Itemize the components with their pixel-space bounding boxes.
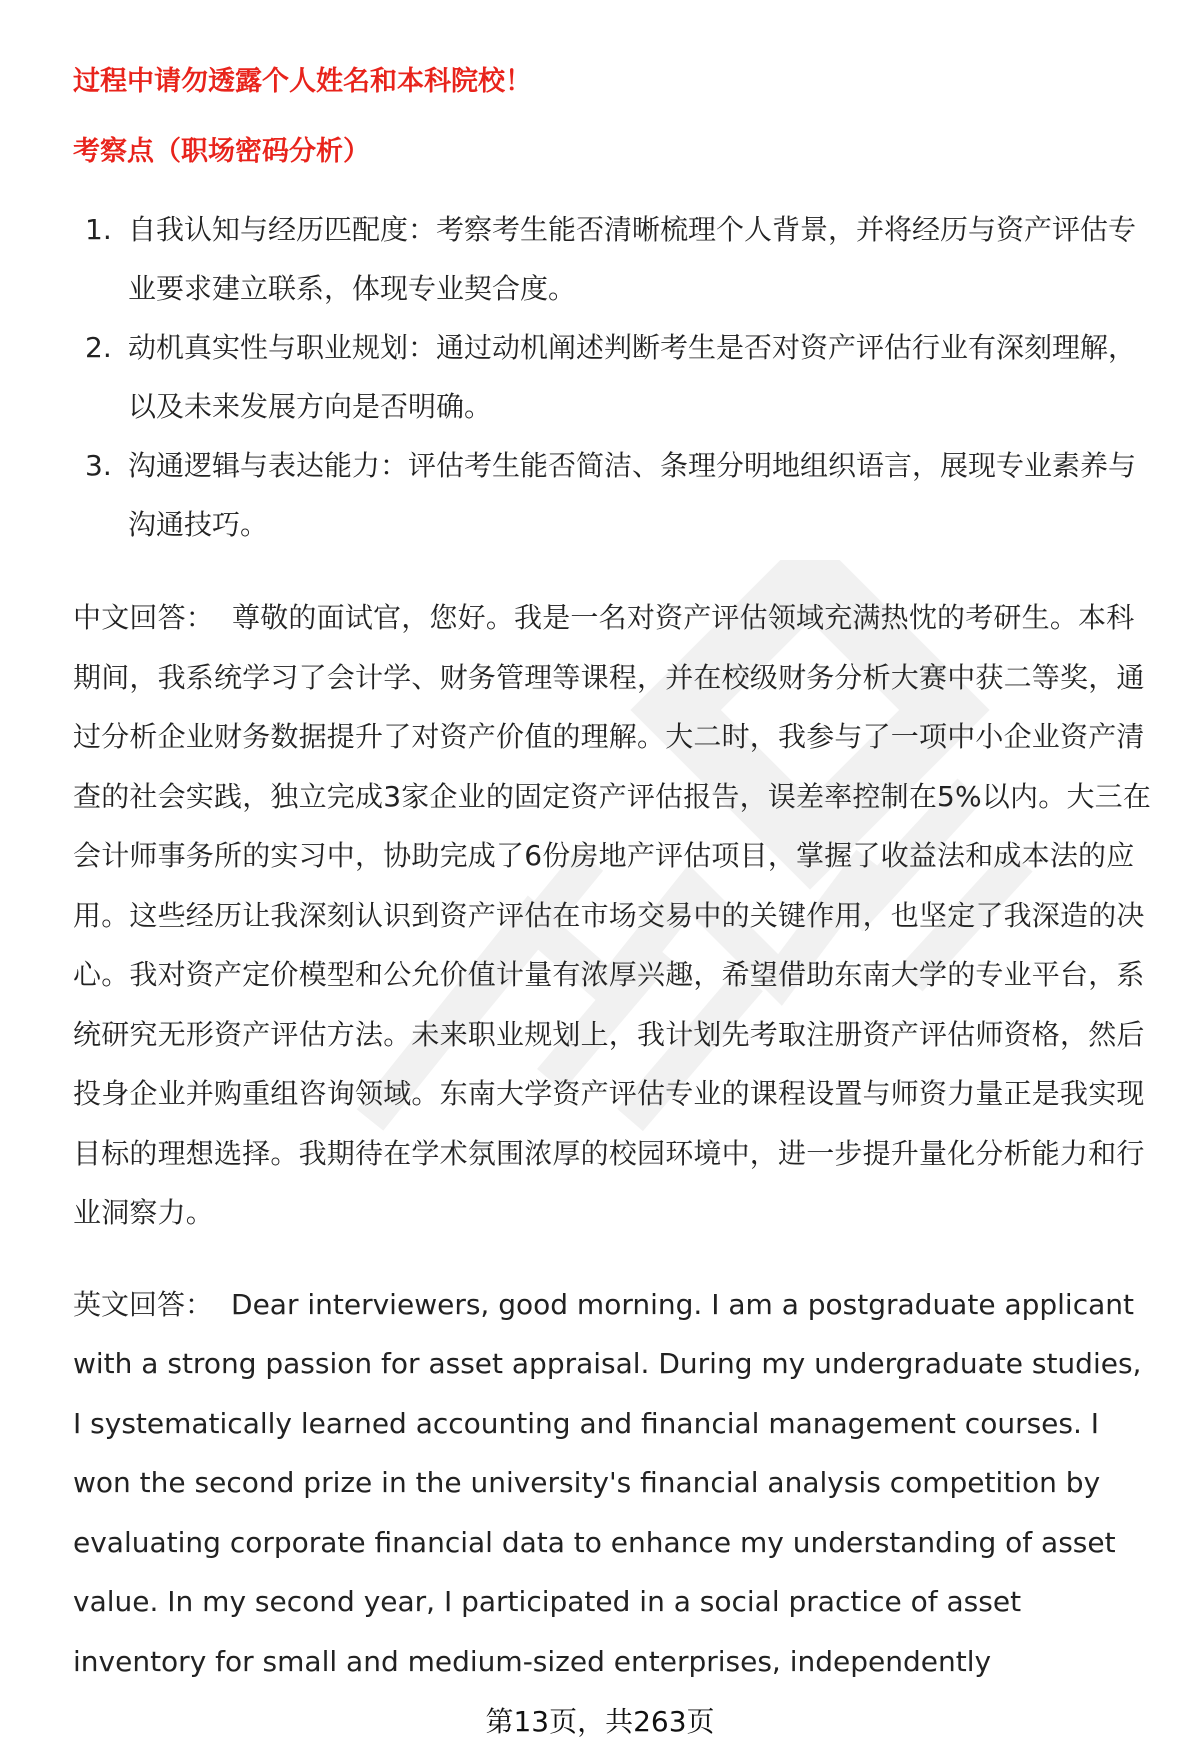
point-text: 沟通逻辑与表达能力：评估考生能否简洁、条理分明地组织语言，展现专业素养与沟通技巧。 xyxy=(128,449,1137,541)
chinese-answer-text: 尊敬的面试官，您好。我是一名对资产评估领域充满热忱的考研生。本科期间，我系统学习了会计学、财务管理等课程，并在校级财务分析大赛中获二等奖，通过分析企业财务数据提升了对资产价值的理解。大二时，我参与了一项中小企业资产清查的社会实践，独立完成3家企业的固定资产评估报告，误差率控制在5%以内。大三在会计师事务所的实习中，协助完成了6份房地产评估项目，掌握了收益法和成本法的应用。这些经历让我深刻认识到资产评估在市场交易中的关键作用，也坚定了我深造的决心。我对资产定价模型和公允价值计量有浓厚兴趣，希望借助东南大学的专业平台，系统研究无形资产评估方法。未来职业规划上，我计划先考取注册资产评估师资格，然后投身企业并购重组咨询领域。东南大学资产评估专业的课程设置与师资力量正是我实现目标的理想选择。我期待在学术氛围浓厚的校园环境中，进一步提升量化分析能力和行业洞察力。 xyxy=(73,601,1152,1229)
page-footer: 第13页，共263页 xyxy=(485,1705,715,1738)
chinese-answer-label: 中文回答： xyxy=(73,601,215,634)
assessment-point xyxy=(73,200,1153,318)
point-text: 动机真实性与职业规划：通过动机阐述判断考生是否对资产评估行业有深刻理解，以及未来发展方向是否明确。 xyxy=(128,331,1137,423)
privacy-warning: 过程中请勿透露个人姓名和本科院校！ xyxy=(73,66,532,97)
point-number: 2. xyxy=(85,331,112,364)
assessment-points-list xyxy=(73,200,1153,554)
document-content xyxy=(73,62,1153,1691)
assessment-point xyxy=(73,436,1153,554)
chinese-answer xyxy=(73,588,1153,1243)
assessment-point xyxy=(73,318,1153,436)
point-number: 1. xyxy=(85,213,112,246)
english-answer-text: Dear interviewers, good morning. I am a postgraduate applicant with a strong passion for asset appraisal. During my undergraduate studies, I systematically learned accounting and financial management courses. I won the second prize in the university's financial analysis competition by evaluating corporate financial data to enhance my understanding of asset value. In my second year, I participated in a social practice of asset inventory for small and medium-sized enterprises, independently xyxy=(73,1287,1142,1678)
point-number: 3. xyxy=(85,449,112,482)
section-title: 考察点（职场密码分析） xyxy=(73,136,370,167)
english-answer xyxy=(73,1275,1153,1692)
english-answer-label: 英文回答： xyxy=(73,1287,214,1321)
point-text: 自我认知与经历匹配度：考察考生能否清晰梳理个人背景，并将经历与资产评估专业要求建立联系，体现专业契合度。 xyxy=(128,213,1137,305)
